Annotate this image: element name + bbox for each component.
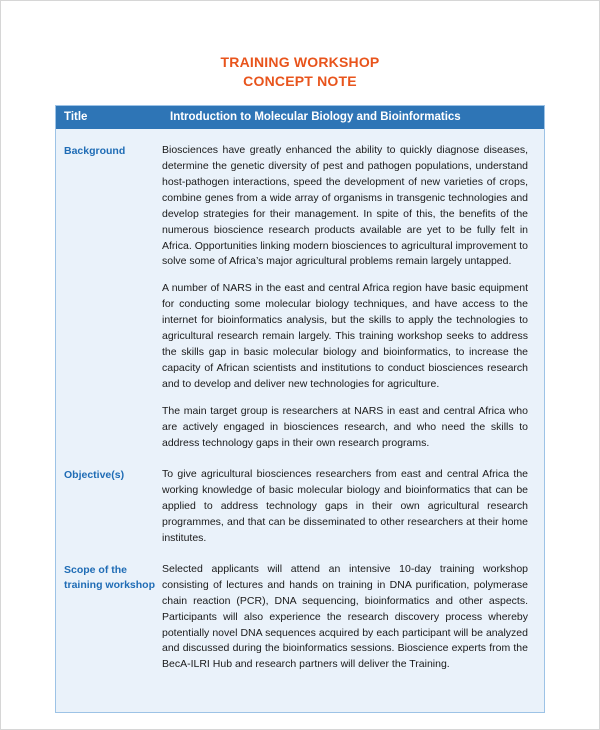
background-paragraph-3: The main target group is researchers at NARS in east and central Africa who are actively engaged in biosciences research, and who need the skills to address technology gaps in their own research programs. xyxy=(162,405,528,449)
section-scope xyxy=(56,562,544,685)
header-title-value: Introduction to Molecular Biology and Bioinformatics xyxy=(170,110,461,123)
section-background xyxy=(56,143,544,463)
section-content-scope xyxy=(162,562,544,685)
background-paragraph-2: A number of NARS in the east and central Africa region have basic equipment for conducting some molecular biology techniques, and have access to the internet for bioinformatics analysis, but the skills to apply the technologies to agricultural research remain largely. This training workshop seeks to address the skills gap in basic molecular biology and bioinformatics, to increase the capacity of African scientists and institutions to conduct biosciences research and to develop and deliver new technologies for agriculture. xyxy=(162,282,528,391)
table-header-row xyxy=(56,106,544,129)
scope-paragraph-1: Selected applicants will attend an intensive 10-day training workshop consisting of lectures and hands on training in DNA purification, polymerase chain reaction (PCR), DNA sequencing, bioinformatics and other aspects. Participants will also experience the research discovery process whereby potentially novel DNA sequences acquired by each participant will be analyzed and discussed during the bioinformatics sessions. Bioscience experts from the BecA-ILRI Hub and research partners will deliver the Training. xyxy=(162,562,528,671)
document-title xyxy=(1,53,599,91)
section-label-background: Background xyxy=(64,144,126,157)
section-content-objectives xyxy=(162,467,544,558)
section-label-scope: Scope of the training workshop xyxy=(64,563,156,591)
table-body xyxy=(56,129,544,712)
header-title-label: Title xyxy=(64,110,88,123)
concept-note-table xyxy=(55,105,545,713)
title-line-1: TRAINING WORKSHOP xyxy=(220,54,380,70)
section-label-objectives: Objective(s) xyxy=(64,468,125,481)
section-content-background xyxy=(162,143,544,463)
background-paragraph-1: Biosciences have greatly enhanced the ability to quickly diagnose diseases, determine the genetic diversity of pest and pathogen populations, understand host-pathogen interactions, speed the development of new varieties of crops, combine genes from a wide array of organisms in transgenic technologies and develop strategies for their management. In spite of this, the benefits of the numerous bioscience research products available are yet to be fully felt in Africa. Opportunities linking modern biosciences to agricultural improvement to solve some of Africa’s major agricultural problems remain largely untapped. xyxy=(162,143,528,268)
objectives-paragraph-1: To give agricultural biosciences researchers from east and central Africa the working knowledge of basic molecular biology and bioinformatics that can be applied to address technology gaps in their own agricultural research programmes, and that can be disseminated to other researchers at their home institutes. xyxy=(162,467,528,544)
title-line-2: CONCEPT NOTE xyxy=(243,72,357,89)
section-objectives xyxy=(56,467,544,558)
